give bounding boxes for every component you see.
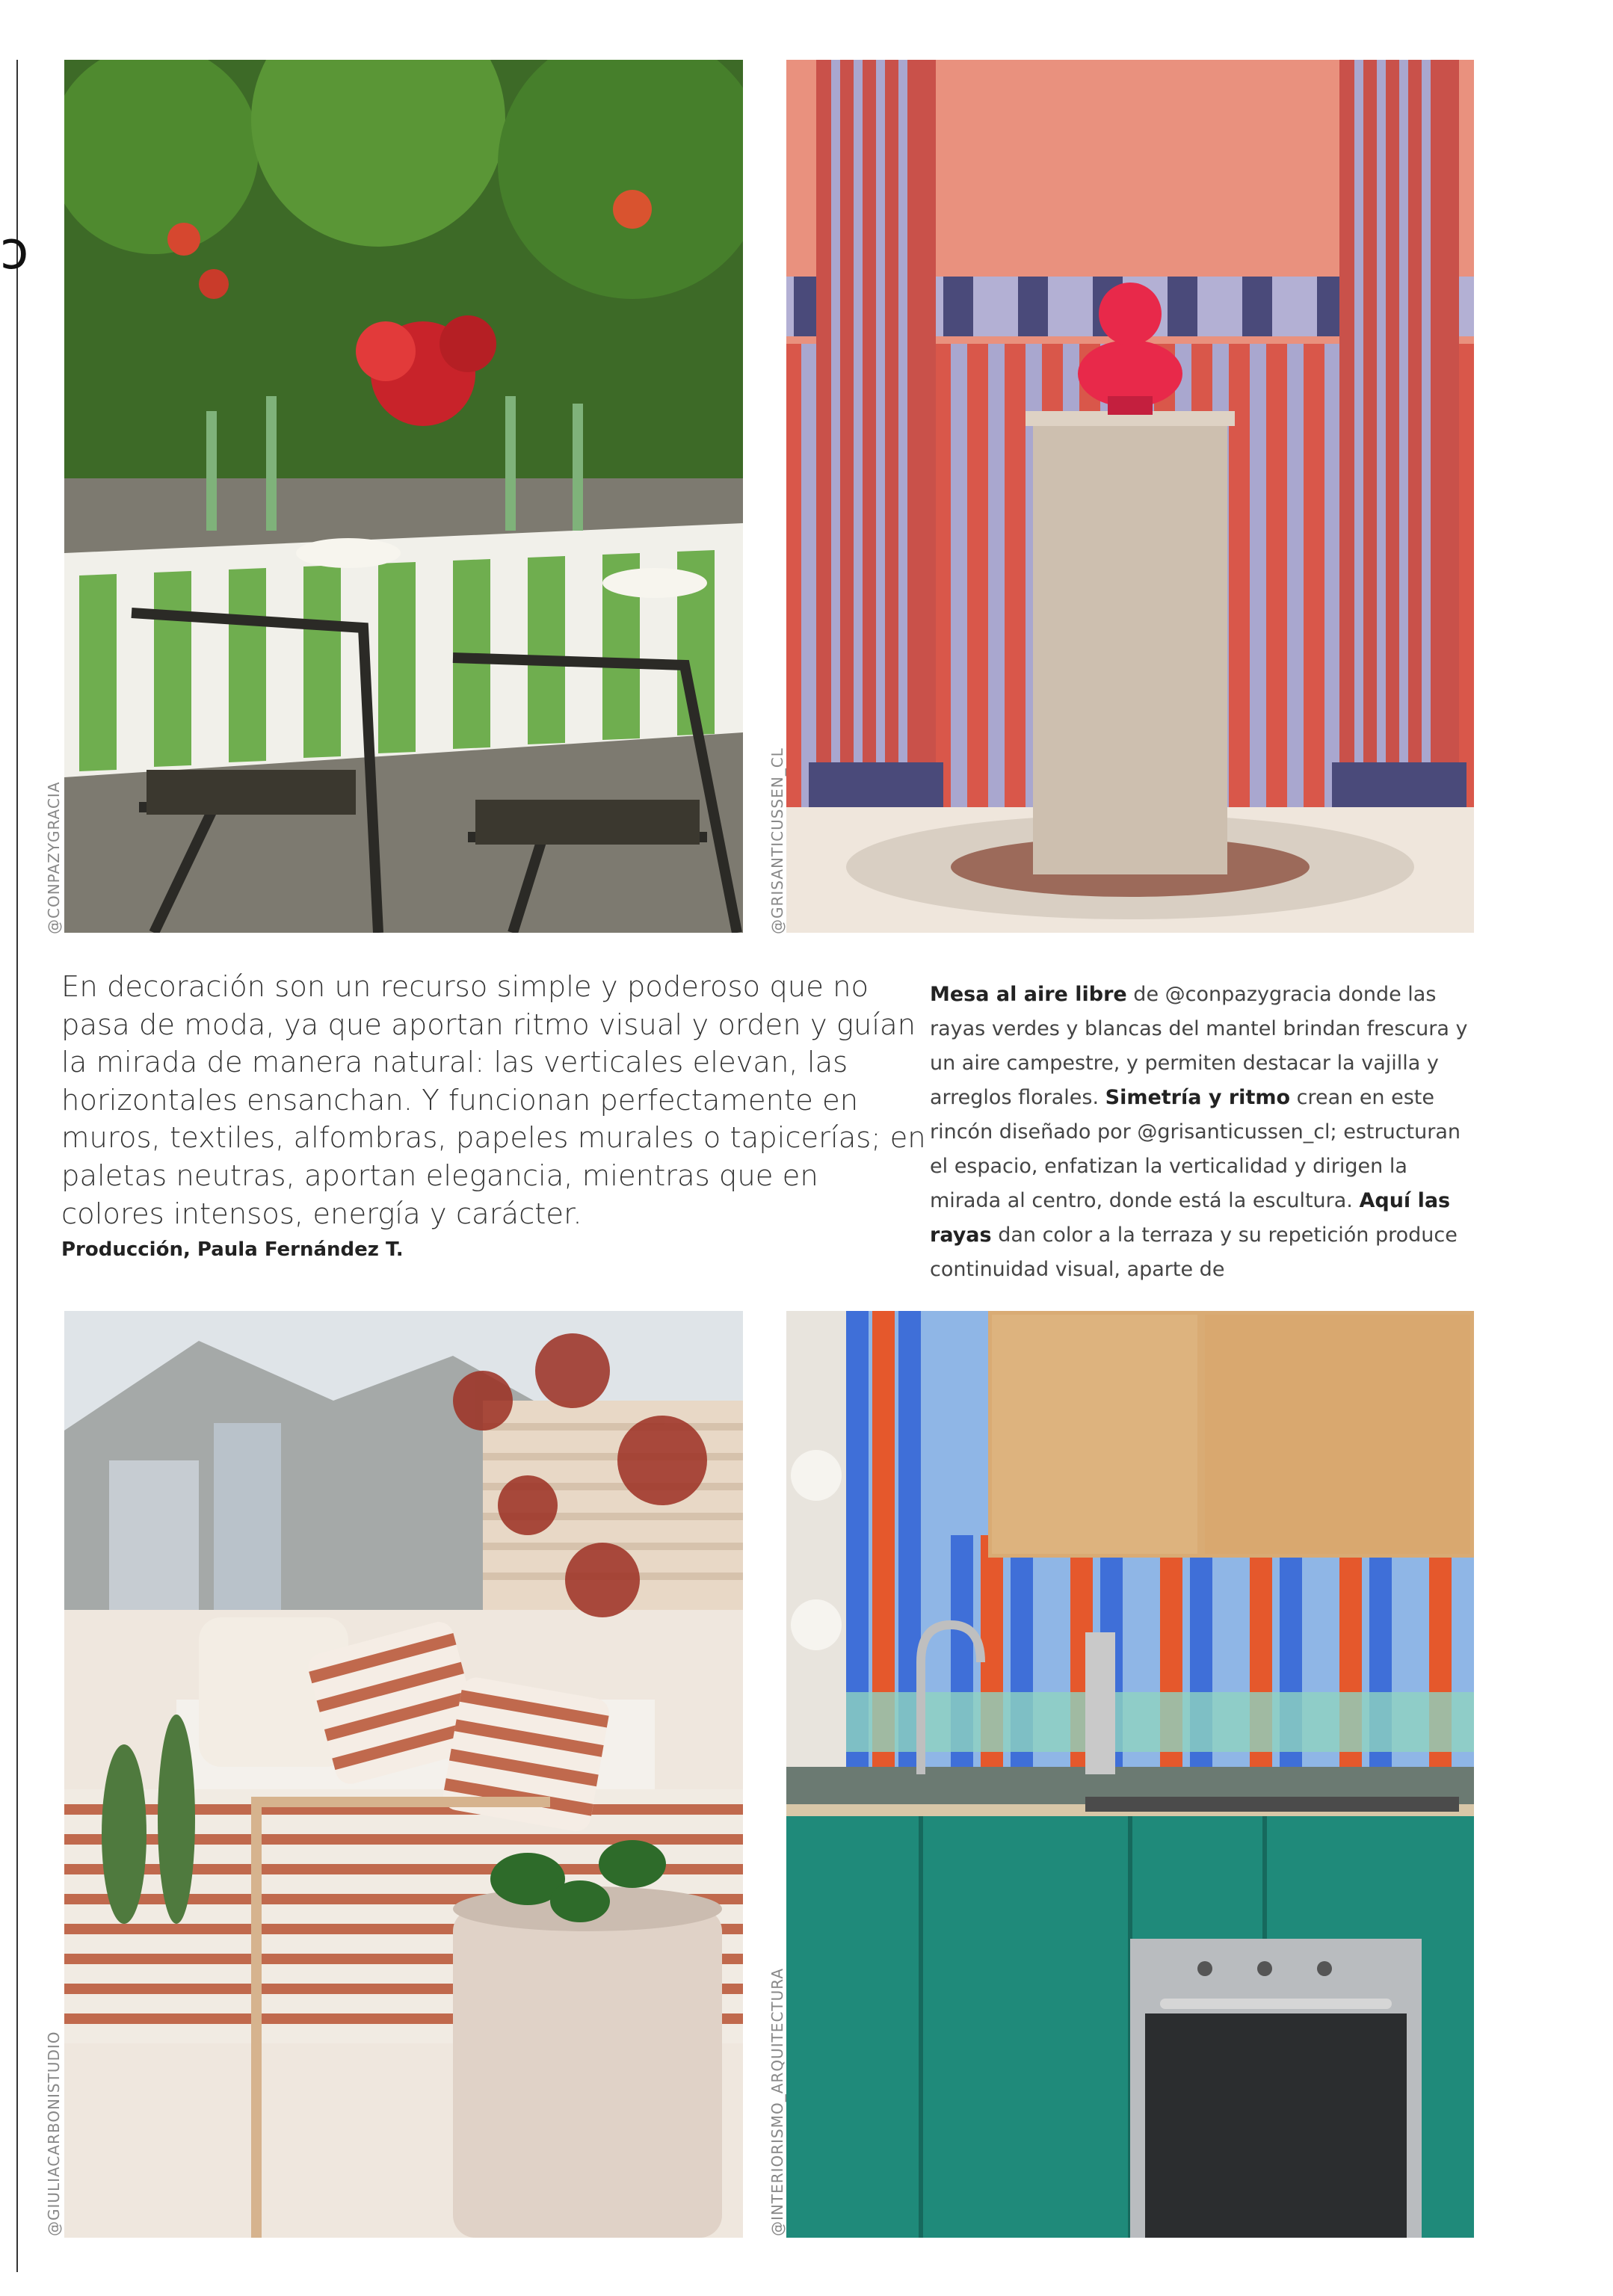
terrace-illustration xyxy=(64,1311,743,2238)
photo-credit-kitchen: @INTERIORISMO_ARQUITECTURA xyxy=(768,1967,786,2236)
striped-niche-illustration xyxy=(786,60,1474,933)
photo-credit-terrace: @GIULIACARBONISTUDIO xyxy=(45,2031,63,2236)
outdoor-table-illustration xyxy=(64,60,743,933)
caption-text-table: de @conpazygracia donde las rayas verdes y blancas del mantel brindan frescura y un aire campestre, y permiten destacar la vajilla y arreglos florales. xyxy=(930,983,1468,1109)
photo-credit-bust: @GRISANTICUSSEN_CL xyxy=(768,747,786,934)
kitchen-illustration xyxy=(786,1311,1474,2238)
page-margin-rule xyxy=(16,60,18,2272)
cropped-edge-letter: ɔ xyxy=(0,220,29,281)
caption-heading-niche: Simetría y ritmo xyxy=(1105,1086,1291,1109)
photo-outdoor-table xyxy=(64,60,743,933)
caption-heading-table: Mesa al aire libre xyxy=(930,983,1127,1006)
photo-terrace xyxy=(64,1311,743,2238)
article-intro: En decoración son un recurso simple y poderoso que no pasa de moda, ya que aportan ritmo visual y orden y guían la mirada de manera natural: las verticales elevan, las horizontales ensanchan. Y funcionan perfectamente en muros, textiles, alfombras, papeles murales o tapicerías; en paletas neutras, aportan elegancia, mientras que en colores intensos, energía y carácter. xyxy=(61,970,926,1231)
caption-heading-terrace: Aquí las rayas xyxy=(930,1189,1451,1247)
photo-credit-table: @CONPAZYGRACIA xyxy=(45,781,63,934)
production-credit: Producción, Paula Fernández T. xyxy=(61,1238,404,1261)
photo-kitchen xyxy=(786,1311,1474,2238)
caption-text-niche: crean en este rincón diseñado por @grisanticussen_cl; estructuran el espacio, enfatizan la verticalidad y dirigen la mirada al centro, donde está la escultura. xyxy=(930,1086,1461,1212)
photo-striped-niche xyxy=(786,60,1474,933)
photo-captions xyxy=(930,978,1483,1287)
caption-text-terrace: dan color a la terraza y su repetición produce continuidad visual, aparte de xyxy=(930,1223,1458,1281)
